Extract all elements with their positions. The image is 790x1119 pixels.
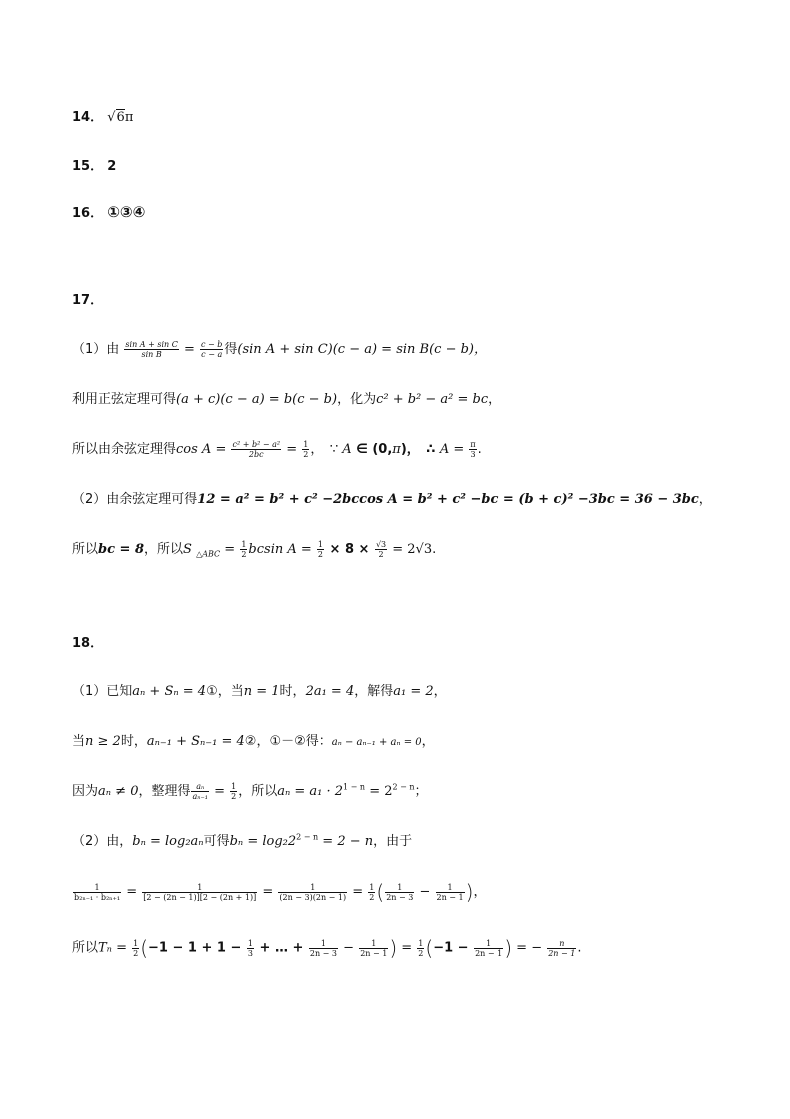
q17-line3: 所以由余弦定理得cos A = $\frac{\text{c² + b² − a²}}{2bc}$ = $\frac{1}{2}$ ， ∵ A ∈ (0,π)， ∴ A = $\frac{\pi}{3}$ . [72, 440, 482, 459]
fraction: $\frac{1}{(2n - 3)(2n - 1)}$ [279, 882, 347, 902]
answer-15 [72, 157, 116, 177]
fraction: $\frac{1}{2n - 3}$ [386, 882, 414, 902]
fraction: $\frac{1}{2}$ [133, 938, 139, 958]
q18-line6: 所以Tₙ = $\frac{1}{2}$ (−1 − 1 + 1 − $\frac{1}{3}$ + … + $\frac{1}{2n - 3}$ − $\frac{1}{2n - 1}$ ) = $\frac{1}{2}$ (−1 − $\frac{1}{2n - 1}$ ) = − $\frac{n}{2n - 1}$ . [72, 936, 582, 960]
q18-line3: 因为aₙ ≠ 0，整理得 $\frac{\text{aₙ}}{\text{aₙ₋₁}}$ = $\frac{1}{2}$ ，所以$a_n = a_1 \cdot 2^{1 - n} = 2^{2 - n}$； [72, 782, 428, 801]
fraction: $\frac{\text{sin A + sin C}}{\text{sin B}}$ [125, 340, 178, 359]
q18-line2: 当n ≥ 2时，aₙ₋₁ + Sₙ₋₁ = 4②，①－②得：aₙ − aₙ₋₁ + aₙ = 0， [72, 734, 435, 749]
fraction: $\frac{1}{2}$ [303, 440, 309, 459]
answer-15-label: 15． [72, 159, 104, 174]
fraction: $\frac{1}{3}$ [247, 938, 253, 958]
answer-14 [72, 108, 133, 128]
question-17-title: 17． [72, 293, 104, 308]
q17-part2: （2）由余弦定理可得12 = a² = b² + c² −2bccos A = b² + c² −bc = (b + c)² −3bc = 36 − 3bc， [72, 492, 712, 507]
fraction: $\frac{1}{2}$ [418, 938, 424, 958]
fraction: $\frac{\text{aₙ}}{\text{aₙ₋₁}}$ [192, 782, 208, 801]
question-18-title: 18． [72, 636, 104, 651]
q18-part1: （1）已知aₙ + Sₙ = 4①，当n = 1时，2a₁ = 4，解得a₁ = 2， [72, 684, 447, 699]
fraction: $\frac{\text{c² + b² − a²}}{2bc}$ [232, 440, 281, 459]
q17-line2: 利用正弦定理可得(a + c)(c − a) = b(c − b)，化为c² + b² − a² = bc， [72, 392, 502, 407]
fraction: $\frac{1}{2}$ [369, 882, 375, 902]
fraction: $\frac{1}{2}$ [231, 782, 237, 801]
answer-14-label: 14． [72, 110, 104, 125]
answer-15-value: 2 [107, 159, 117, 174]
q18-part2: （2）由，bₙ = log₂aₙ可得$b_n = \log_22^{2 - n} = 2 - n$，由于 [72, 832, 413, 849]
fraction: $\frac{1}{[2 - (2n - 1)][2 - (2n + 1)]}$ [143, 882, 257, 902]
answer-16 [72, 202, 145, 224]
fraction: $\frac{√3}{2}$ [375, 540, 387, 559]
q17-line5: 所以bc = 8，所以S $_{\triangle ABC}$ = $\frac{1}{2}$ bcsin A = $\frac{1}{2}$ × 8 × $\frac{√3}{2}$ = 2√3. [72, 540, 437, 559]
fraction: $\frac{1}{2}$ [241, 540, 247, 559]
fraction: $\frac{1}{2n - 1}$ [360, 938, 388, 958]
fraction: $\frac{n}{2n - 1}$ [548, 938, 576, 958]
fraction: $\frac{\pi}{3}$ [470, 440, 476, 459]
fraction: $\frac{1}{\text{b₂ₙ₋₁ · b₂ₙ₊₁}}$ [74, 882, 121, 902]
q17-part1: （1）由 $\frac{\text{sin A + sin C}}{\text{sin B}}$ = $\frac{c - b}{c - a}$ 得(sin A + sin C)(c − a) = sin B(c − b)， [72, 340, 487, 359]
answer-16-value: ①③④ [107, 203, 146, 221]
fraction: $\frac{1}{2n - 1}$ [436, 882, 464, 902]
fraction: $\frac{1}{2n - 1}$ [475, 938, 503, 958]
answer-16-label: 16． [72, 206, 104, 221]
fraction: $\frac{c - b}{c - a}$ [201, 340, 223, 359]
q18-line5: $\frac{1}{\text{b₂ₙ₋₁ · b₂ₙ₊₁}}$ = $\frac{1}{[2 - (2n - 1)][2 - (2n + 1)]}$ = $\frac{1}{(2n - 3)(2n - 1)}$ = $\frac{1}{2}$ ( $\frac{1}{2n - 3}$ − $\frac{1}{2n - 1}$ )， [74, 880, 487, 904]
fraction: $\frac{1}{2n - 3}$ [309, 938, 338, 958]
fraction: $\frac{1}{2}$ [317, 540, 323, 559]
answer-14-value: √6π [107, 110, 134, 125]
